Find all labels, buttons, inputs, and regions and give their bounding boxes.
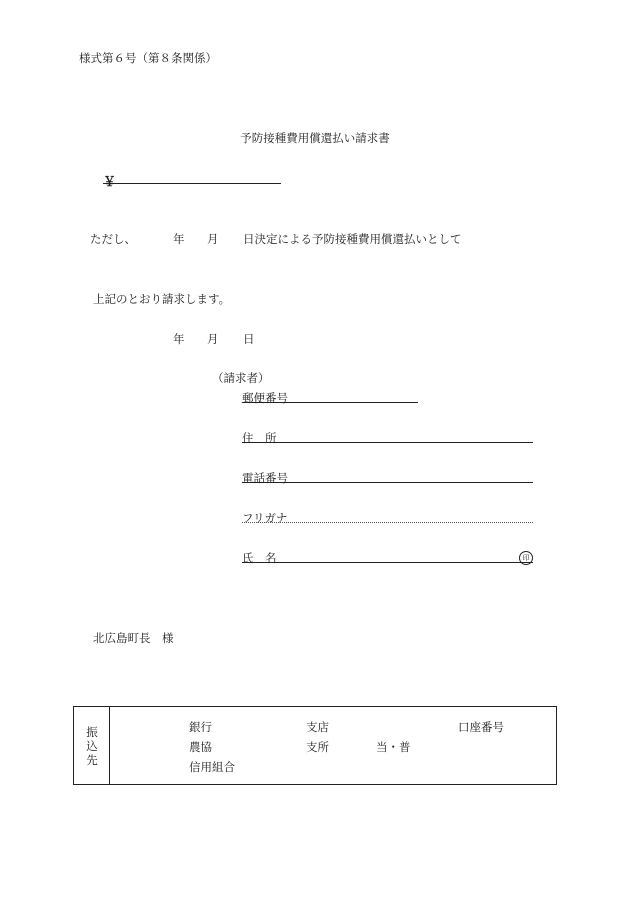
postal-code-field[interactable] [242, 402, 418, 403]
proviso-suffix: 日決定による予防接種費用償還払いとして [243, 232, 462, 246]
address-label: 住 所 [242, 431, 277, 445]
date-month: 月 [207, 332, 219, 346]
side-char-1: 振 [86, 725, 98, 739]
addressee: 北広島町長 様 [93, 631, 174, 645]
phone-label: 電話番号 [242, 471, 288, 485]
side-char-3: 先 [86, 753, 98, 767]
coop-label: 農協 [189, 740, 212, 754]
proviso-prefix: ただし、 [90, 232, 136, 246]
furigana-field[interactable] [242, 522, 533, 523]
yen-symbol: ￥ [103, 175, 117, 190]
furigana-label: フリガナ [242, 511, 288, 525]
credit-union-label: 信用組合 [189, 760, 235, 774]
side-char-2: 込 [86, 739, 98, 753]
postal-code-label: 郵便番号 [242, 391, 288, 405]
name-field[interactable] [242, 562, 533, 563]
phone-field[interactable] [242, 482, 533, 483]
date-day: 日 [243, 332, 255, 346]
bank-label: 銀行 [189, 720, 212, 734]
document-title: 予防接種費用償還払い請求書 [240, 131, 390, 145]
account-number-label: 口座番号 [458, 720, 504, 734]
transfer-side-label [74, 707, 110, 784]
branch-label: 支店 [306, 720, 329, 734]
amount-field[interactable] [103, 183, 281, 184]
address-field[interactable] [242, 442, 533, 443]
transfer-destination-box [73, 706, 557, 785]
proviso-month: 月 [207, 232, 219, 246]
claimant-heading: （請求者） [212, 371, 270, 385]
request-statement: 上記のとおり請求します。 [93, 292, 231, 306]
form-number: 様式第６号（第８条関係） [79, 51, 217, 65]
seal-mark: 印 [519, 551, 533, 565]
proviso-year: 年 [173, 232, 185, 246]
account-type-label: 当・普 [376, 740, 411, 754]
branch-office-label: 支所 [306, 740, 329, 754]
name-label: 氏 名 [242, 551, 277, 565]
date-year: 年 [173, 332, 185, 346]
